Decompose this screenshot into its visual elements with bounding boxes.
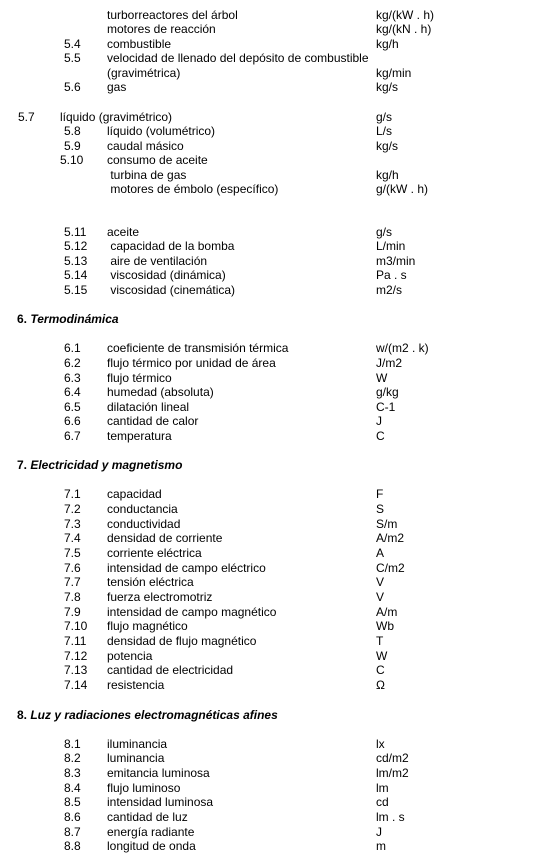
row-unit: kg/s [376,80,399,94]
table-row [0,268,556,282]
row-label: viscosidad (cinemática) [107,283,236,297]
row-label: flujo luminoso [107,781,181,795]
table-row [0,502,556,516]
row-label: resistencia [107,678,165,692]
table-row [0,37,556,51]
row-number: 7.1 [64,487,81,501]
row-unit: lm . s [376,810,405,824]
row-unit: V [376,590,385,604]
table-row [0,153,556,167]
row-label: intensidad luminosa [107,795,214,809]
table-row [0,239,556,253]
row-number: 7.5 [64,546,81,560]
row-number: 8.1 [64,737,81,751]
row-label: capacidad de la bomba [107,239,235,253]
row-unit: lx [376,737,385,751]
row-number: 5.11 [64,225,87,239]
row-label: intensidad de campo magnético [107,605,277,619]
table-row [0,546,556,560]
row-label: velocidad de llenado del depósito de combustible [107,51,369,65]
row-number: 7.7 [64,575,81,589]
row-unit: lm/m2 [376,766,409,780]
row-label: energía radiante [107,825,195,839]
row-number: 7.12 [64,649,88,663]
row-label: motores de émbolo (específico) [107,182,279,196]
table-row [0,414,556,428]
table-row [0,22,556,36]
section-number: 6. [17,312,31,326]
row-number: 7.14 [64,678,88,692]
row-number: 5.8 [64,124,81,138]
section-heading-7 [17,458,182,472]
table-row [0,356,556,370]
row-number: 7.11 [64,634,87,648]
table-row [0,825,556,839]
row-label: dilatación lineal [107,400,190,414]
row-unit: g/(kW . h) [376,182,429,196]
table-row [0,575,556,589]
section-title: Luz y radiaciones electromagnéticas afines [30,708,278,722]
row-unit: kg/(kN . h) [376,22,432,36]
row-label: turborreactores del árbol [107,8,238,22]
table-row [0,124,556,138]
row-label: luminancia [107,751,165,765]
row-label: flujo magnético [107,619,188,633]
row-number: 6.7 [64,429,81,443]
row-unit: kg/min [376,66,412,80]
row-label: motores de reacción [107,22,216,36]
row-label: conductancia [107,502,178,516]
row-unit: A/m2 [376,531,405,545]
row-number: 6.5 [64,400,81,414]
section-title: Electricidad y magnetismo [30,458,183,472]
table-row [0,751,556,765]
row-number: 7.6 [64,561,81,575]
row-label: combustible [107,37,172,51]
row-label: potencia [107,649,153,663]
row-unit: g/kg [376,385,399,399]
row-number: 8.2 [64,751,81,765]
row-unit: m2/s [376,283,403,297]
table-row [0,110,556,124]
row-number: 7.10 [64,619,88,633]
table-row [0,168,556,182]
row-unit: T [376,634,384,648]
row-unit: V [376,575,385,589]
section-number: 8. [17,708,31,722]
row-unit: C/m2 [376,561,405,575]
row-unit: m3/min [376,254,416,268]
table-row [0,531,556,545]
table-row [0,429,556,443]
row-number: 5.7 [18,110,35,124]
row-number: 5.4 [64,37,81,51]
row-label: densidad de flujo magnético [107,634,257,648]
row-label: aire de ventilación [107,254,208,268]
row-number: 8.8 [64,839,81,853]
row-label: corriente eléctrica [107,546,202,560]
row-number: 6.1 [64,341,81,355]
row-number: 5.15 [64,283,88,297]
row-label: capacidad [107,487,162,501]
row-unit: g/s [376,225,393,239]
table-row [0,254,556,268]
table-row [0,781,556,795]
row-label: fuerza electromotriz [107,590,213,604]
row-unit: S [376,502,385,516]
row-label: líquido (gravimétrico) [60,110,173,124]
table-row [0,561,556,575]
row-number: 5.9 [64,139,81,153]
table-row [0,400,556,414]
table-row [0,678,556,692]
table-row [0,139,556,153]
row-label: iluminancia [107,737,168,751]
row-unit: A/m [376,605,398,619]
row-unit: S/m [376,517,398,531]
row-label: intensidad de campo eléctrico [107,561,266,575]
row-unit: cd [376,795,389,809]
row-label: viscosidad (dinámica) [107,268,226,282]
row-label: humedad (absoluta) [107,385,214,399]
row-label: flujo térmico por unidad de área [107,356,276,370]
table-row [0,663,556,677]
row-number: 8.5 [64,795,81,809]
table-row [0,66,556,80]
row-label: turbina de gas [107,168,187,182]
row-number: 8.3 [64,766,81,780]
row-label: aceite [107,225,140,239]
table-row [0,517,556,531]
row-unit: kg/s [376,139,399,153]
row-unit: kg/h [376,168,399,182]
row-label: caudal másico [107,139,184,153]
table-row [0,795,556,809]
row-unit: Pa . s [376,268,407,282]
row-label: longitud de onda [107,839,196,853]
row-label: temperatura [107,429,172,443]
table-row [0,619,556,633]
row-label: gas [107,80,127,94]
row-unit: lm [376,781,389,795]
row-label: conductividad [107,517,181,531]
section-heading-6 [17,312,119,326]
row-unit: W [376,649,388,663]
table-row [0,810,556,824]
row-unit: F [376,487,384,501]
table-row [0,341,556,355]
table-row [0,487,556,501]
table-row [0,737,556,751]
row-number: 6.4 [64,385,81,399]
row-number: 7.9 [64,605,81,619]
row-unit: A [376,546,385,560]
row-label: densidad de corriente [107,531,223,545]
row-number: 6.3 [64,371,81,385]
row-number: 7.13 [64,663,88,677]
row-label: emitancia luminosa [107,766,210,780]
row-number: 5.10 [60,153,84,167]
row-unit: w/(m2 . k) [376,341,429,355]
row-number: 5.13 [64,254,88,268]
row-label: líquido (volumétrico) [107,124,216,138]
row-unit: L/min [376,239,406,253]
row-unit: C-1 [376,400,396,414]
row-unit: g/s [376,110,393,124]
row-unit: Ω [376,678,385,692]
row-label: cantidad de electricidad [107,663,234,677]
table-row [0,283,556,297]
row-unit: C [376,663,385,677]
row-label: tensión eléctrica [107,575,194,589]
row-number: 6.6 [64,414,81,428]
table-row [0,8,556,22]
row-unit: J [376,825,382,839]
table-row [0,590,556,604]
table-row [0,371,556,385]
row-label: coeficiente de transmisión térmica [107,341,289,355]
table-row [0,182,556,196]
row-number: 7.4 [64,531,81,545]
table-row [0,634,556,648]
row-unit: C [376,429,385,443]
section-number: 7. [17,458,31,472]
row-label: cantidad de luz [107,810,188,824]
table-row [0,385,556,399]
row-number: 5.6 [64,80,81,94]
row-number: 5.5 [64,51,81,65]
row-unit: cd/m2 [376,751,409,765]
row-unit: J [376,414,382,428]
table-row [0,51,556,65]
row-number: 8.6 [64,810,81,824]
row-unit: m [376,839,386,853]
row-unit: kg/(kW . h) [376,8,435,22]
table-row [0,649,556,663]
table-row [0,605,556,619]
row-number: 8.7 [64,825,81,839]
table-row [0,225,556,239]
row-unit: W [376,371,388,385]
table-row [0,839,556,853]
row-number: 7.3 [64,517,81,531]
row-label: cantidad de calor [107,414,199,428]
row-label: flujo térmico [107,371,172,385]
row-number: 8.4 [64,781,81,795]
table-row [0,766,556,780]
row-number: 7.8 [64,590,81,604]
row-number: 6.2 [64,356,81,370]
row-number: 5.14 [64,268,88,282]
section-heading-8 [17,708,278,722]
row-unit: L/s [376,124,393,138]
row-unit: J/m2 [376,356,403,370]
row-unit: kg/h [376,37,399,51]
row-label: (gravimétrica) [107,66,181,80]
row-number: 5.12 [64,239,88,253]
row-number: 7.2 [64,502,81,516]
row-unit: Wb [376,619,394,633]
table-row [0,80,556,94]
section-title: Termodinámica [30,312,119,326]
row-label: consumo de aceite [107,153,208,167]
